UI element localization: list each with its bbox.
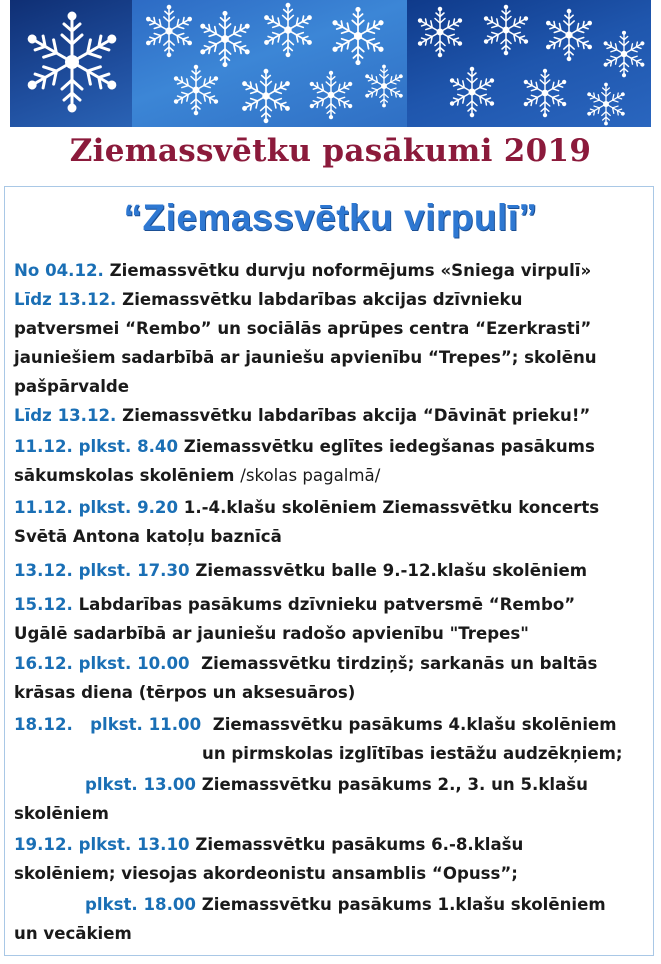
page-title: Ziemassvētku pasākumi 2019: [69, 133, 592, 169]
event-line: 15.12. Labdarības pasākums dzīvnieku patversmē “Rembo”: [14, 595, 576, 614]
event-date: 11.12.: [14, 437, 73, 456]
snowflake-icon: [446, 66, 498, 118]
event-line: 13.12. plkst. 17.30 Ziemassvētku balle 9.-12.klašu skolēniem: [14, 561, 588, 580]
snowflake-icon: [306, 70, 356, 120]
event-date: 18.12.: [14, 715, 73, 734]
snowflake-icon: [20, 10, 124, 114]
event-time: plkst. 17.30: [78, 561, 190, 580]
event-line: 19.12. plkst. 13.10 Ziemassvētku pasākums 6.-8.klašu: [14, 835, 524, 854]
snowflake-icon: [238, 68, 294, 124]
event-date: 11.12.: [14, 498, 73, 517]
snowflake-icon: [196, 10, 254, 68]
event-line: Līdz 13.12. Ziemassvētku labdarības akcijas dzīvnieku: [14, 290, 523, 309]
event-line: 11.12. plkst. 9.20 1.-4.klašu skolēniem Ziemassvētku koncerts: [14, 498, 600, 517]
event-line: 11.12. plkst. 8.40 Ziemassvētku eglītes iedegšanas pasākums: [14, 437, 595, 456]
event-line: Līdz 13.12. Ziemassvētku labdarības akcija “Dāvināt prieku!”: [14, 406, 591, 425]
snowflake-icon: [362, 64, 406, 108]
event-line: jauniešiem sadarbībā ar jauniešu apvienību “Trepes”; skolēnu: [14, 348, 597, 367]
event-time: plkst. 11.00: [90, 715, 202, 734]
event-line: Ugālē sadarbībā ar jauniešu radošo apvienību "Trepes": [14, 624, 529, 643]
snowflake-icon: [414, 6, 466, 58]
event-subtitle: “Ziemassvētku virpulī”: [123, 197, 538, 238]
event-line: 18.12. plkst. 11.00 Ziemassvētku pasākums 4.klašu skolēniem: [14, 715, 617, 734]
event-line: sākumskolas skolēniem /skolas pagalmā/: [14, 466, 381, 485]
snowflake-icon: [600, 30, 648, 78]
snowflake-icon: [480, 4, 532, 56]
event-time: plkst. 18.00: [85, 895, 196, 914]
event-date: Līdz 13.12.: [14, 290, 117, 309]
event-line: plkst. 13.00 Ziemassvētku pasākums 2., 3. un 5.klašu: [85, 775, 588, 794]
snowflake-icon: [584, 82, 628, 126]
snowflake-icon: [260, 2, 316, 58]
event-line: Svētā Antona katoļu baznīcā: [14, 527, 282, 546]
event-date: 16.12.: [14, 654, 73, 673]
event-note: /skolas pagalmā/: [240, 466, 381, 485]
event-date: 19.12.: [14, 835, 73, 854]
event-time: plkst. 8.40: [78, 437, 179, 456]
event-date: 15.12.: [14, 595, 73, 614]
event-line: plkst. 18.00 Ziemassvētku pasākums 1.klašu skolēniem: [85, 895, 606, 914]
event-date: Līdz 13.12.: [14, 406, 117, 425]
event-line: skolēniem; viesojas akordeonistu ansamblis “Opuss”;: [14, 864, 518, 883]
event-date: 13.12.: [14, 561, 73, 580]
event-line: 16.12. plkst. 10.00 Ziemassvētku tirdziņš; sarkanās un baltās: [14, 654, 598, 673]
event-line: un vecākiem: [14, 924, 132, 943]
event-line: skolēniem: [14, 804, 109, 823]
event-time: plkst. 10.00: [78, 654, 190, 673]
snowflake-icon: [142, 4, 196, 58]
event-time: plkst. 13.10: [78, 835, 190, 854]
event-time: plkst. 9.20: [78, 498, 179, 517]
snowflake-icon: [328, 6, 388, 66]
event-time: plkst. 13.00: [85, 775, 196, 794]
snowflake-icon: [170, 64, 222, 116]
event-line: pašpārvalde: [14, 377, 130, 396]
event-date: No 04.12.: [14, 261, 104, 280]
event-line: No 04.12. Ziemassvētku durvju noformējums «Sniega virpulī»: [14, 261, 592, 280]
event-line: un pirmskolas izglītības iestāžu audzēkņiem;: [202, 744, 623, 763]
event-line: krāsas diena (tērpos un aksesuāros): [14, 683, 356, 702]
event-line: patversmei “Rembo” un sociālās aprūpes centra “Ezerkrasti”: [14, 319, 592, 338]
snowflake-icon: [520, 68, 570, 118]
snowflake-icon: [542, 8, 596, 62]
snowflake-banner: [10, 0, 651, 127]
